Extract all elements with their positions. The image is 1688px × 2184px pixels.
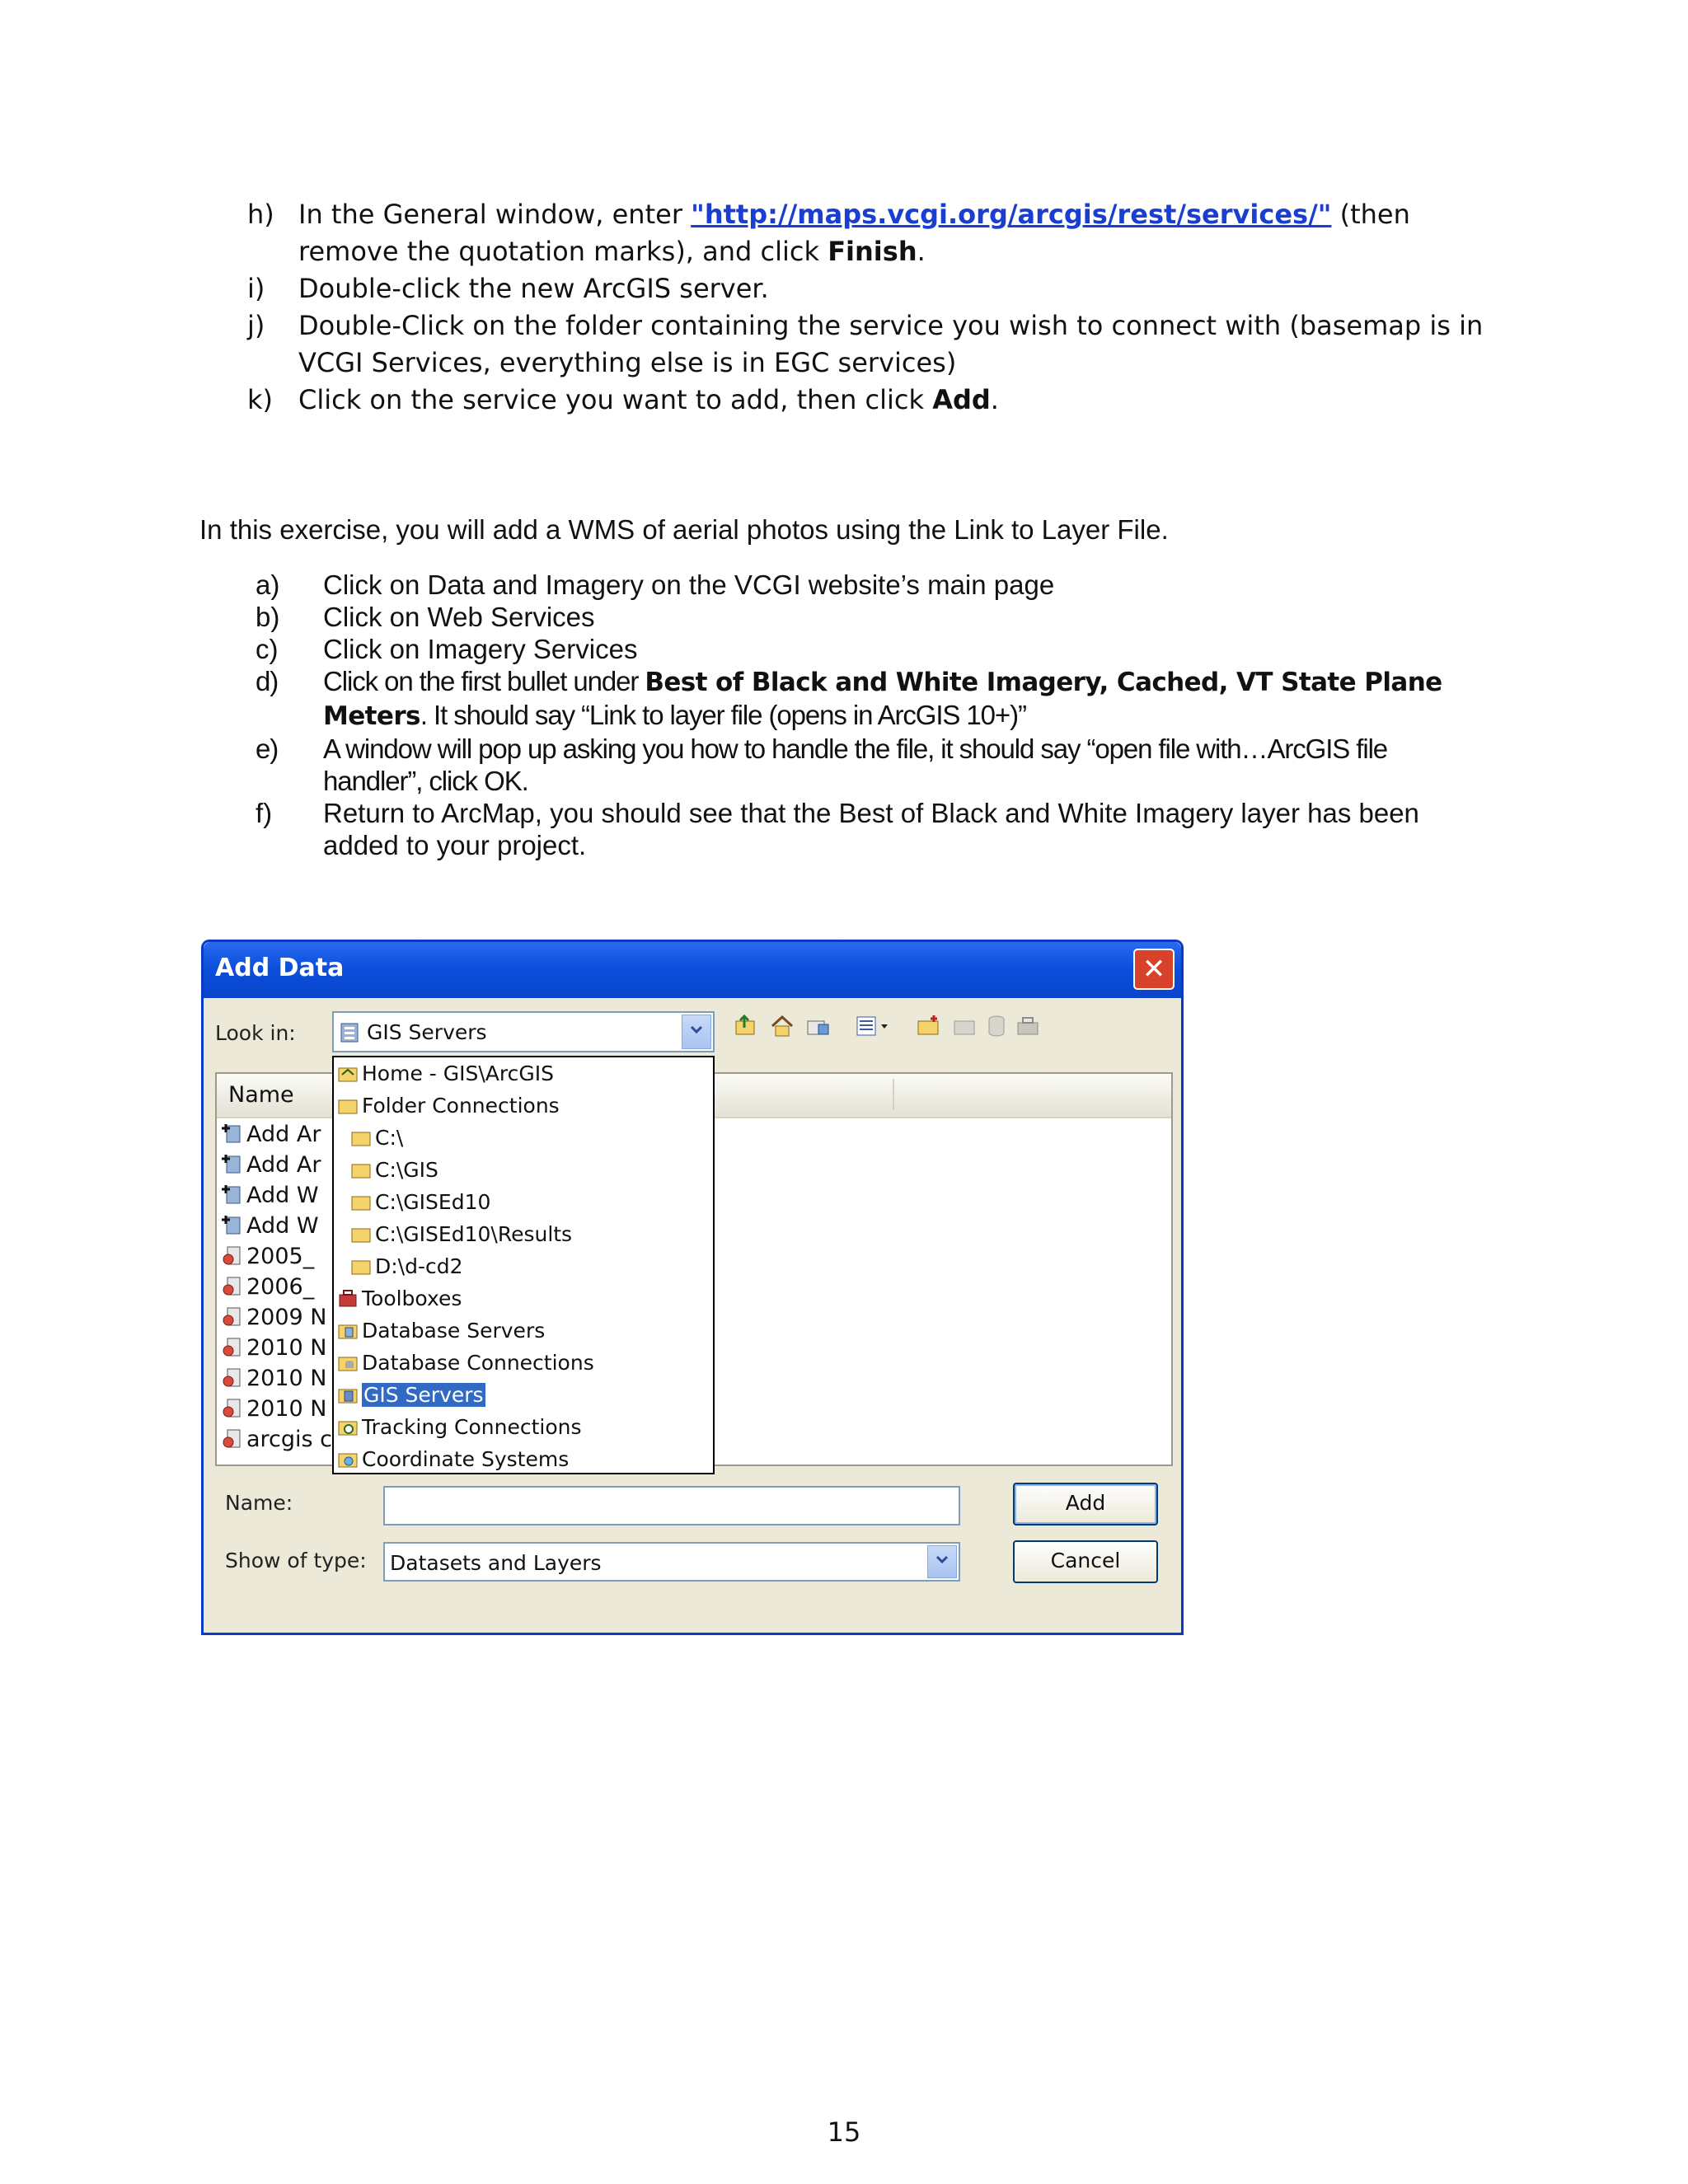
dropdown-item[interactable] [350, 1123, 403, 1153]
map-service-icon [222, 1427, 243, 1447]
dialog-title: Add Data [215, 954, 345, 982]
item-bold-text: Best of Black and White Imagery, Cached, VT State Plane Meters [323, 668, 1442, 731]
row-name: 2010 N [246, 1335, 327, 1361]
toolbox-icon [337, 1286, 359, 1306]
item-text: Click on the service you want to add, then click [298, 384, 933, 415]
home-icon[interactable] [767, 1013, 797, 1043]
item-text: . It should say “Link to layer file (opens in ArcGIS 10+)” [420, 700, 1026, 730]
item-text: . [990, 384, 999, 415]
home-folder-icon [337, 1062, 359, 1081]
show-of-type-value: Datasets and Layers [390, 1551, 602, 1575]
add-server-icon [222, 1183, 243, 1203]
look-in-value: GIS Servers [367, 1020, 487, 1044]
dropdown-item-label: Coordinate Systems [362, 1447, 570, 1471]
item-text: In the General window, enter [298, 199, 692, 230]
dropdown-item-label: Tracking Connections [362, 1415, 582, 1439]
item-text: Click on the first bullet under [323, 666, 645, 696]
item-bold-text: Add [932, 384, 991, 415]
list-item [256, 665, 1492, 733]
item-text: (then remove the quotation marks), and click [298, 199, 1410, 267]
list-item [247, 382, 1500, 419]
map-service-icon [222, 1397, 243, 1417]
dropdown-item[interactable] [350, 1220, 572, 1249]
dropdown-item-label: Folder Connections [362, 1094, 560, 1118]
database-disabled-icon [982, 1013, 1011, 1043]
row-name: arcgis c [246, 1427, 333, 1452]
show-of-type-select[interactable] [383, 1542, 960, 1582]
dropdown-item-label: D:\d-cd2 [375, 1254, 463, 1278]
add-server-icon [222, 1122, 243, 1142]
database-server-icon [337, 1319, 359, 1338]
list-marker: k) [247, 384, 274, 415]
map-service-icon [222, 1305, 243, 1325]
dropdown-item[interactable] [350, 1188, 490, 1217]
folder-icon [350, 1222, 372, 1242]
list-marker: a) [256, 569, 280, 600]
view-options-icon[interactable] [855, 1013, 884, 1043]
dialog-titlebar [204, 942, 1181, 998]
dropdown-item[interactable] [337, 1316, 545, 1346]
dropdown-item-label: GIS Servers [363, 1383, 484, 1407]
dropdown-item-label: C:\GISEd10\Results [375, 1222, 573, 1246]
row-name: Add W [246, 1213, 319, 1239]
name-label: Name: [225, 1491, 293, 1515]
map-service-icon [222, 1366, 243, 1386]
item-text: A window will pop up asking you how to handle the file, it should say “open file with…ArcGIS file handler”, click OK. [323, 733, 1388, 796]
item-text: Click on Web Services [323, 602, 595, 632]
dropdown-item-label: C:\ [375, 1126, 404, 1150]
exercise-intro: In this exercise, you will add a WMS of aerial photos using the Link to Layer File. [199, 514, 1169, 545]
list-item [256, 601, 1492, 633]
row-name: 2010 N [246, 1396, 327, 1422]
instruction-list-part2 [256, 569, 1492, 861]
dropdown-item-label: C:\GIS [375, 1158, 438, 1182]
folder-connections-icon [337, 1094, 359, 1113]
close-button[interactable]: ✕ [1133, 949, 1175, 990]
dropdown-item[interactable] [337, 1380, 485, 1410]
list-marker: i) [247, 273, 265, 304]
row-name: Add W [246, 1183, 319, 1208]
add-data-dialog [201, 940, 1184, 1635]
cancel-button[interactable]: Cancel [1013, 1540, 1158, 1583]
row-name: 2009 N [246, 1305, 327, 1330]
item-text: . [917, 236, 926, 267]
item-bold-text: Finish [828, 236, 917, 267]
dropdown-item[interactable] [337, 1284, 462, 1314]
row-name: 2006_ [246, 1274, 315, 1300]
map-service-icon [222, 1244, 243, 1264]
dropdown-item-label: Database Connections [362, 1351, 594, 1375]
dropdown-item[interactable] [350, 1252, 463, 1282]
list-marker: f) [256, 798, 273, 828]
toolbox-disabled-icon [1013, 1013, 1043, 1043]
new-folder-icon[interactable] [914, 1013, 944, 1043]
column-divider [893, 1079, 894, 1110]
folder-icon [350, 1254, 372, 1274]
add-server-icon [222, 1214, 243, 1234]
dropdown-item[interactable] [337, 1059, 554, 1089]
tracking-connection-icon [337, 1415, 359, 1435]
list-marker: c) [256, 634, 279, 664]
list-item [247, 270, 1500, 307]
item-text: Click on Data and Imagery on the VCGI website’s main page [323, 569, 1055, 600]
database-connection-icon [337, 1351, 359, 1371]
server-folder-icon [339, 1021, 362, 1049]
list-item [256, 569, 1492, 601]
list-marker: e) [256, 733, 279, 764]
list-item [247, 307, 1500, 382]
dropdown-item-label: Database Servers [362, 1319, 546, 1343]
coordinate-system-icon [337, 1447, 359, 1467]
map-service-icon [222, 1336, 243, 1356]
row-name: 2005_ [246, 1244, 315, 1269]
chevron-down-icon[interactable] [682, 1015, 711, 1049]
column-header-name[interactable]: Name [228, 1082, 294, 1108]
item-text: Double-click the new ArcGIS server. [298, 273, 769, 304]
dropdown-item[interactable] [337, 1445, 569, 1474]
folder-icon [350, 1158, 372, 1178]
chevron-down-icon[interactable] [927, 1545, 957, 1578]
look-in-combo[interactable] [332, 1011, 715, 1052]
folder-icon [350, 1126, 372, 1146]
list-item [247, 196, 1500, 270]
dropdown-item[interactable] [337, 1091, 560, 1121]
connect-folder-icon[interactable] [804, 1013, 833, 1043]
dropdown-item[interactable] [350, 1155, 438, 1185]
item-text: Double-Click on the folder containing the service you wish to connect with (basemap is in VCGI Services, everything else is in EGC services) [298, 310, 1484, 378]
dropdown-item-label: Toolboxes [362, 1286, 462, 1310]
dropdown-item[interactable] [337, 1413, 582, 1442]
server-url-link[interactable]: "http://maps.vcgi.org/arcgis/rest/services/" [691, 199, 1332, 230]
dropdown-item[interactable] [337, 1348, 594, 1378]
page-number: 15 [827, 2116, 861, 2148]
list-marker: h) [247, 199, 274, 230]
row-name: Add Ar [246, 1122, 321, 1147]
name-input[interactable] [383, 1486, 960, 1526]
folder-icon [350, 1190, 372, 1210]
dropdown-item-label: Home - GIS\ArcGIS [362, 1062, 554, 1085]
add-server-icon [222, 1153, 243, 1173]
show-of-type-label: Show of type: [225, 1549, 367, 1572]
list-marker: d) [256, 666, 279, 696]
add-button[interactable]: Add [1013, 1483, 1158, 1526]
list-item [256, 633, 1492, 665]
map-service-icon [222, 1275, 243, 1295]
row-name: 2010 N [246, 1366, 327, 1391]
look-in-dropdown [332, 1056, 715, 1474]
up-one-level-icon[interactable] [731, 1013, 761, 1043]
instruction-list-part1 [247, 196, 1500, 419]
dropdown-item-label: C:\GISEd10 [375, 1190, 491, 1214]
item-text: Click on Imagery Services [323, 634, 638, 664]
gis-server-icon [337, 1383, 359, 1403]
row-name: Add Ar [246, 1152, 321, 1178]
list-item [256, 797, 1492, 861]
list-marker: b) [256, 602, 280, 632]
list-item [256, 733, 1492, 797]
look-in-label: Look in: [215, 1021, 296, 1045]
folder-disabled-icon [950, 1013, 980, 1043]
list-marker: j) [247, 310, 265, 341]
item-text: Return to ArcMap, you should see that the Best of Black and White Imagery layer has been added to your project. [323, 798, 1419, 860]
